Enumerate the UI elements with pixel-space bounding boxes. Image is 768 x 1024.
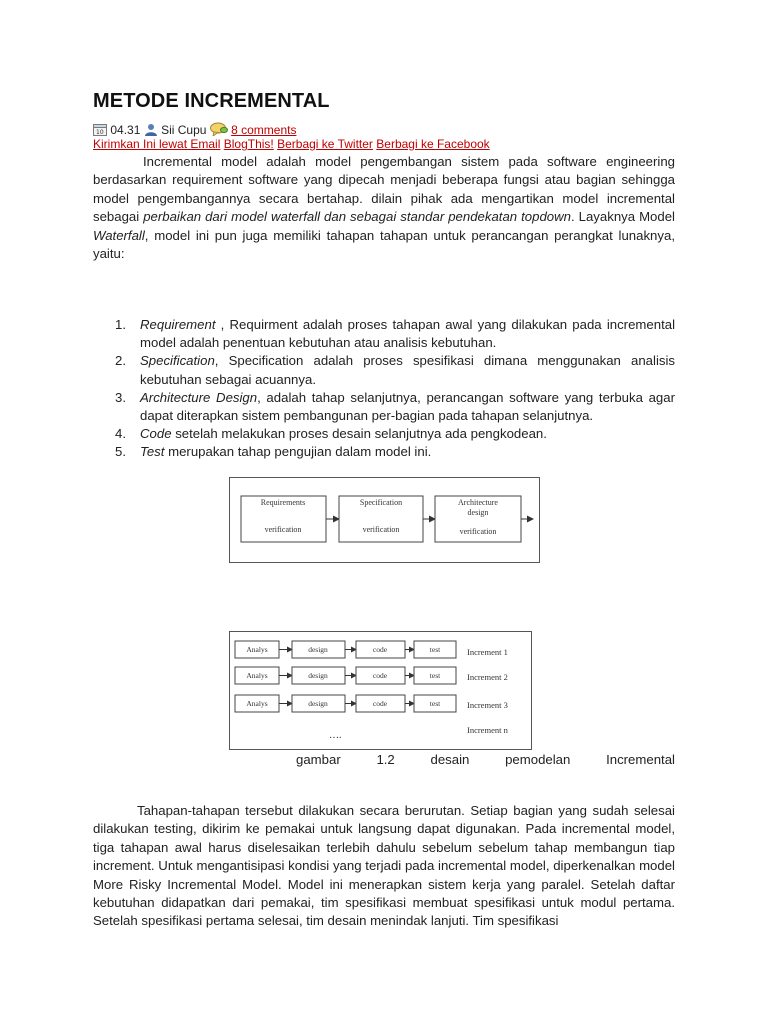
intro-italic-2: Waterfall xyxy=(93,227,145,243)
intro-text-3: , model ini pun juga memiliki tahapan tahapan untuk perancangan perangkat lunaknya, yaitu: xyxy=(93,227,675,262)
step-text: setelah melakukan proses desain selanjutnya ada pengkodean. xyxy=(171,426,547,442)
intro-text-1: Incremental model adalah model pengembangan sistem pada software engineering berdasarkan requirement software yang dipecah menjadi beberapa fungsi atau bagian sehingga model pengembangannya secara bertahap. dilain pihak ada mengartikan model incremental sebagai xyxy=(93,154,675,225)
step-term: Specification xyxy=(140,353,215,369)
caption-word: gambar xyxy=(296,752,341,767)
step-number: 5. xyxy=(115,444,126,460)
intro-italic: perbaikan dari model waterfall dan sebagai standar pendekatan topdown xyxy=(143,209,571,225)
comments-link[interactable]: 8 comments xyxy=(231,123,297,137)
stage-label: test xyxy=(429,699,441,708)
step-number: 3. xyxy=(115,389,126,405)
share-bar xyxy=(93,137,490,151)
stage-title-2: design xyxy=(467,508,489,517)
post-author[interactable]: Sii Cupu xyxy=(161,123,207,137)
stage-sub: verification xyxy=(362,525,400,534)
stage-title: Specification xyxy=(359,498,403,507)
stage-label: test xyxy=(429,645,441,654)
step-text: merupakan tahap pengujian dalam model ini. xyxy=(164,444,432,460)
share-facebook-link[interactable]: Berbagi ke Facebook xyxy=(376,137,490,151)
stage-label: code xyxy=(372,645,388,654)
stage-title: Requirements xyxy=(260,498,306,507)
svg-text:10: 10 xyxy=(96,129,104,136)
stage-label: design xyxy=(308,645,328,654)
closing-text: Tahapan-tahapan tersebut dilakukan secara berurutan. Setiap bagian yang sudah selesai dilakukan testing, dikirim ke pemakai untuk langsung dapat digunakan. Pada incremental model, tiga tahapan awal harus diselesaikan terlebih dahulu sebelum sebelum tahap membangun tiap increment. Untuk mengantisipasi kondisi yang terjadi pada incremental model, diperkenalkan model More Risky Incremental Model. Model ini menerapkan sistem kerja yang paralel. Setelah daftar kebutuhan didapatkan dari pemakai, tim spesifikasi membuat spesifikasi untuk modul pertama. Setelah spesifikasi pertama selesai, tim desain menindak lanjuti. Tim spesifikasi xyxy=(93,803,675,929)
stage-label: Analys xyxy=(246,699,268,708)
step-term: Architecture Design xyxy=(140,389,258,405)
increment-label: Increment 2 xyxy=(467,672,508,682)
intro-paragraph xyxy=(93,153,675,263)
step-number: 1. xyxy=(115,317,126,332)
increment-label: Increment 1 xyxy=(467,647,508,657)
share-email-link[interactable]: Kirimkan Ini lewat Email xyxy=(93,137,221,151)
post-title: METODE INCREMENTAL xyxy=(93,90,330,112)
caption-word: 1.2 xyxy=(376,752,395,767)
caption-word: pemodelan xyxy=(505,752,571,767)
step-text: , adalah tahap selanjutnya, perancangan software yang terbuka agar dapat diterapkan sistem pembangunan per-bagian pada tahapan selanjutnya. xyxy=(140,389,675,424)
step-term: Test xyxy=(140,444,165,460)
ellipsis: …. xyxy=(329,730,342,741)
figure-caption xyxy=(296,752,675,767)
stage-label: design xyxy=(308,699,328,708)
stage-sub: verification xyxy=(264,525,302,534)
caption-word: Incremental xyxy=(606,752,675,767)
step-text: , Specification adalah proses spesifikasi dimana menggunakan analisis kebutuhan sebagai acuannya. xyxy=(140,353,675,387)
list-item xyxy=(93,425,675,443)
stage-label: test xyxy=(429,671,441,680)
intro-text-2: . Layaknya Model xyxy=(570,209,675,225)
list-item xyxy=(93,352,675,388)
step-text: , Requirment adalah proses tahapan awal yang dilakukan pada incremental model adalah penentuan kebutuhan atau analisis kebutuhan. xyxy=(140,317,675,351)
stage-label: Analys xyxy=(246,645,268,654)
diagram-increments xyxy=(229,631,532,755)
increment-label: Increment n xyxy=(467,725,508,735)
stage-sub: verification xyxy=(459,527,497,536)
step-number: 4. xyxy=(115,426,126,442)
post-time: 04.31 xyxy=(110,123,141,137)
step-term: Requirement xyxy=(140,317,216,332)
closing-paragraph xyxy=(93,802,675,931)
stage-label: design xyxy=(308,671,328,680)
stage-label: code xyxy=(372,699,388,708)
list-item xyxy=(93,389,675,425)
increment-label: Increment 3 xyxy=(467,700,508,710)
caption-word: desain xyxy=(430,752,470,767)
list-item xyxy=(93,316,675,352)
stage-title: Architecture xyxy=(458,498,498,507)
diagram-stages xyxy=(229,477,540,568)
step-number: 2. xyxy=(115,353,126,369)
stage-label: Analys xyxy=(246,671,268,680)
list-item xyxy=(93,443,675,461)
step-term: Code xyxy=(140,426,172,442)
stage-label: code xyxy=(372,671,388,680)
share-twitter-link[interactable]: Berbagi ke Twitter xyxy=(277,137,373,151)
blogthis-link[interactable]: BlogThis! xyxy=(223,137,274,151)
steps-list xyxy=(93,316,675,462)
